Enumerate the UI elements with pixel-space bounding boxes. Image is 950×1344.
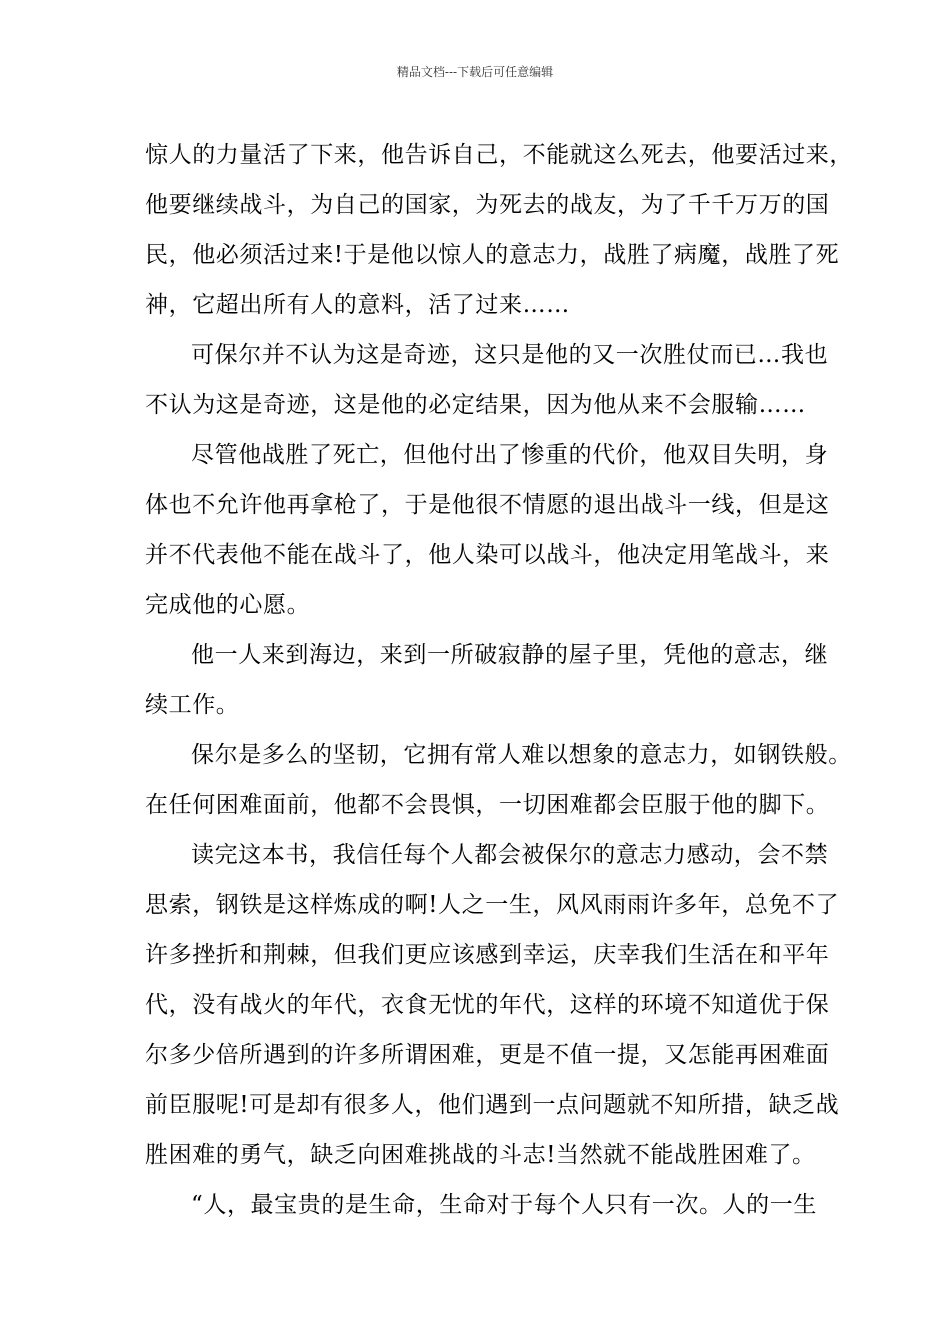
paragraph-first-line: 尽管他战胜了死亡，但他付出了惨重的代价，他双目失明，身 bbox=[191, 442, 829, 468]
paragraph-first-line: 读完这本书，我信任每个人都会被保尔的意志力感动，会不禁 bbox=[191, 842, 829, 868]
text-line: 前臣服呢!可是却有很多人，他们遇到一点问题就不知所措，缺乏战 bbox=[145, 1092, 840, 1118]
text-line: 惊人的力量活了下来，他告诉自己，不能就这么死去，他要活过来， bbox=[145, 142, 853, 168]
paragraph-first-line: 保尔是多么的坚韧，它拥有常人难以想象的意志力，如钢铁般。 bbox=[191, 742, 852, 768]
text-line: 民，他必须活过来!于是他以惊人的意志力，战胜了病魔，战胜了死 bbox=[145, 242, 840, 268]
text-line: 并不代表他不能在战斗了，他人染可以战斗，他决定用笔战斗，来 bbox=[145, 542, 830, 568]
text-line: 体也不允许他再拿枪了，于是他很不情愿的退出战斗一线，但是这 bbox=[145, 492, 830, 518]
page-header: 精品文档---下载后可任意编辑 bbox=[396, 65, 554, 79]
body-text bbox=[145, 130, 853, 1230]
text-line: 完成他的心愿。 bbox=[145, 592, 311, 618]
text-line: 他要继续战斗，为自己的国家，为死去的战友，为了千千万万的国 bbox=[145, 192, 830, 218]
text-line: 在任何困难面前，他都不会畏惧，一切困难都会臣服于他的脚下。 bbox=[145, 792, 830, 818]
text-line: 代，没有战火的年代，衣食无忧的年代，这样的环境不知道优于保 bbox=[145, 992, 830, 1018]
paragraph-first-line: 可保尔并不认为这是奇迹，这只是他的又一次胜仗而已…我也 bbox=[191, 342, 829, 368]
text-line: 许多挫折和荆棘，但我们更应该感到幸运，庆幸我们生活在和平年 bbox=[145, 942, 830, 968]
text-line: 尔多少倍所遇到的许多所谓困难，更是不值一提，又怎能再困难面 bbox=[145, 1042, 830, 1068]
paragraph-first-line: 他一人来到海边，来到一所破寂静的屋子里，凭他的意志，继 bbox=[191, 642, 829, 668]
paragraph-first-line: “人，最宝贵的是生命，生命对于每个人只有一次。人的一生 bbox=[191, 1192, 817, 1218]
text-line: 胜困难的勇气，缺乏向困难挑战的斗志!当然就不能战胜困难了。 bbox=[145, 1142, 816, 1168]
text-line: 思索，钢铁是这样炼成的啊!人之一生，风风雨雨许多年，总免不了 bbox=[145, 892, 840, 918]
text-line: 续工作。 bbox=[145, 692, 240, 718]
text-line: 不认为这是奇迹，这是他的必定结果，因为他从来不会服输…… bbox=[145, 392, 806, 418]
text-line: 神，它超出所有人的意料，活了过来…… bbox=[145, 292, 570, 318]
